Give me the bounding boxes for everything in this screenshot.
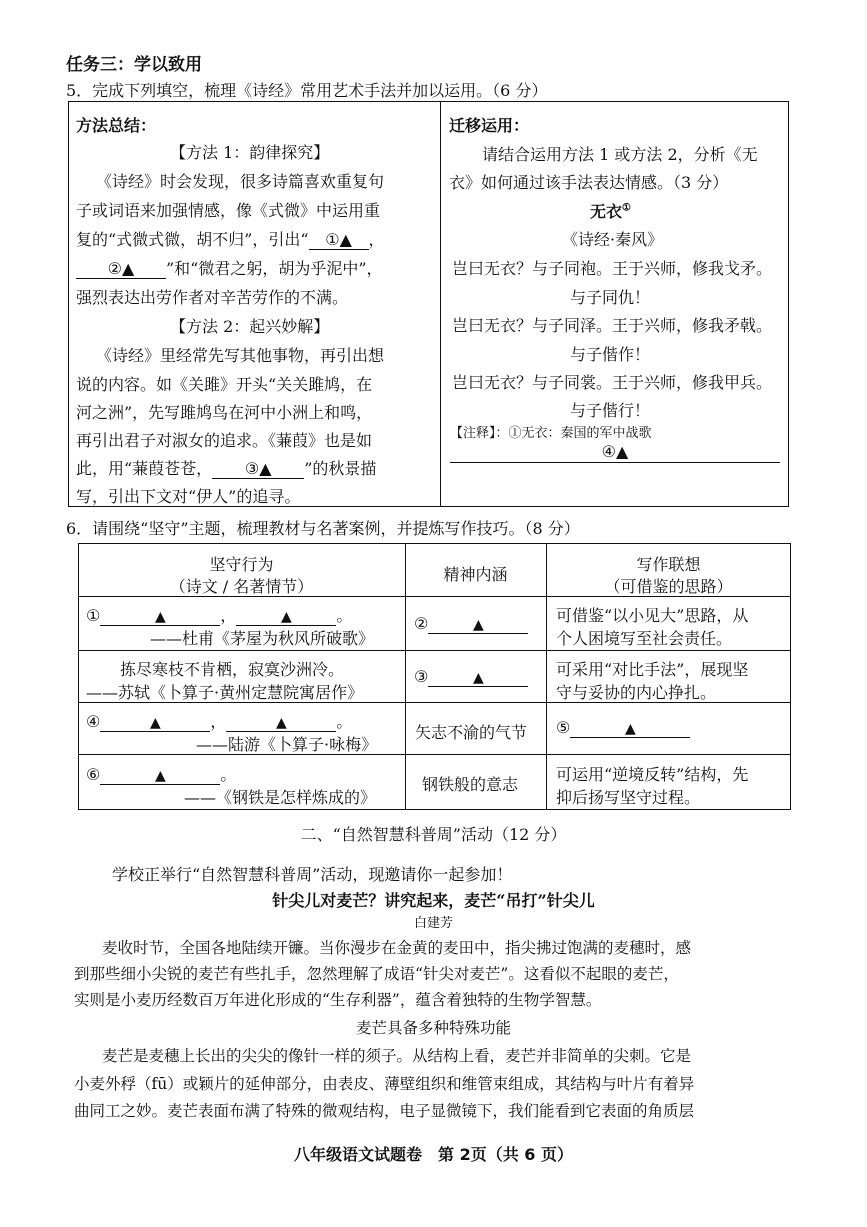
- blank-row3-a[interactable]: ▲: [100, 715, 210, 732]
- transfer-line: 请结合运用方法 1 或方法 2，分析《无: [482, 145, 758, 164]
- method2-line: 说的内容。如《关雎》开头“关关雎鸠，在: [76, 375, 373, 394]
- row-divider: [78, 650, 791, 651]
- poem-line: 岂曰无衣？与子同袍。王于兴师，修我戈矛。: [452, 259, 773, 278]
- poem-line: 岂曰无衣？与子同裳。王于兴师，修我甲兵。: [452, 373, 773, 392]
- header-behavior-sub: （诗文 / 名著情节）: [169, 577, 314, 596]
- blank-5[interactable]: ▲: [570, 721, 690, 738]
- row1-writing-line: 可借鉴“以小见大”思路，从: [556, 606, 749, 625]
- method1-line3: [76, 227, 385, 250]
- paragraph-line: 曲同工之妙。麦芒表面布满了特殊的微观结构，电子显微镜下，我们能看到它表面的角质层: [74, 1102, 695, 1120]
- row2-writing-line: 可采用“对比手法”，展现坚: [556, 660, 749, 679]
- row2-source: ——苏轼《卜算子·黄州定慧院寓居作》: [86, 683, 364, 702]
- table-row-1-cell1: ① ▲ ， ▲ 。: [86, 606, 353, 625]
- header-writing-sub: （可借鉴的思路）: [604, 577, 733, 596]
- note-ref: ①: [622, 202, 631, 214]
- method1-line: 子或词语来加强情感，像《式微》中运用重: [76, 201, 381, 220]
- row2-writing-line: 守与妥协的内心挣扎。: [556, 683, 717, 702]
- q6-stem: 6．请围绕“坚守”主题，梳理教材与名著案例，并提炼写作技巧。（8 分）: [66, 519, 580, 538]
- blank-1[interactable]: ①▲: [309, 230, 369, 250]
- poem-line: 岂曰无衣？与子同泽。王于兴师，修我矛戟。: [452, 316, 773, 335]
- row4-spirit: 钢铁般的意志: [422, 775, 519, 794]
- poem-note: 【注释】：①无衣：秦国的军中战歌: [450, 426, 652, 441]
- blank-row1-a[interactable]: ▲: [100, 609, 220, 626]
- blank-2[interactable]: ②▲: [76, 259, 166, 279]
- method2-line: 写，引出下文对“伊人”的追寻。: [76, 487, 301, 506]
- blank-3[interactable]: ③▲: [212, 459, 304, 479]
- poem-title: 无衣①: [590, 202, 631, 221]
- method1-line: 强烈表达出劳作者对辛苦劳作的不满。: [76, 288, 349, 307]
- method1-text: 复的“式微式微，胡不归”，引出“: [76, 230, 309, 249]
- transfer-line: 衣》如何通过该手法表达情感。（3 分）: [449, 173, 729, 192]
- section2-title: 二、“自然智慧科普周”活动（12 分）: [300, 825, 567, 844]
- row-divider: [78, 754, 791, 755]
- row4-writing-line: 抑后扬写坚守过程。: [556, 788, 701, 807]
- transfer-heading: 迁移运用：: [449, 116, 530, 135]
- blank-row3-b[interactable]: ▲: [226, 715, 336, 732]
- article-title: 针尖儿对麦芒？讲究起来，麦芒“吊打”针尖儿: [272, 891, 595, 910]
- row2-verse: 拣尽寒枝不肯栖，寂寞沙洲冷。: [120, 660, 345, 679]
- poem-line: 与子偕行！: [570, 401, 651, 420]
- paragraph-line: 实则是小麦历经数百万年进化形成的“生存利器”，蕴含着独特的生物学智慧。: [74, 991, 602, 1009]
- method2-text: ”的秋景描: [304, 459, 377, 478]
- paragraph-line: 麦芒是麦穗上长出的尖尖的像针一样的须子。从结构上看，麦芒并非简单的尖刺。它是: [102, 1047, 692, 1065]
- poem-line: 与子同仇！: [570, 288, 651, 307]
- table-row-1-cell2: ② ▲: [414, 614, 528, 634]
- method-summary-heading: 方法总结：: [76, 116, 157, 135]
- table-row-2-cell2: ③ ▲: [414, 667, 528, 687]
- method2-line: 再引出君子对淑女的追求。《蒹葭》也是如: [76, 431, 373, 450]
- blank-6[interactable]: ▲: [100, 768, 220, 785]
- header-writing: 写作联想: [636, 555, 701, 574]
- subheading: 麦芒具备多种特殊功能: [355, 1019, 511, 1037]
- method2-line: 河之洲”，先写雎鸠鸟在河中小洲上和鸣，: [76, 403, 373, 422]
- row1-writing-line: 个人困境写至社会责任。: [556, 629, 733, 648]
- method1-text: ”和“微君之躬，胡为乎泥中”，: [166, 259, 383, 278]
- section2-intro: 学校正举行“自然智慧科普周”活动，现邀请你一起参加！: [112, 865, 513, 884]
- paragraph-line: 麦收时节，全国各地陆续开镰。当你漫步在金黄的麦田中，指尖拂过饱满的麦穗时，感: [102, 939, 692, 957]
- row3-spirit: 矢志不渝的气节: [415, 723, 528, 742]
- row1-source: ——杜甫《茅屋为秋风所破歌》: [150, 629, 375, 648]
- row4-source: ——《钢铁是怎样炼成的》: [184, 788, 377, 807]
- q5-stem: 5．完成下列填空，梳理《诗经》常用艺术手法并加以运用。（6 分）: [66, 81, 548, 100]
- paragraph-line: 小麦外稃（fū）或颖片的延伸部分，由表皮、薄壁组织和维管束组成，其结构与叶片有着异: [74, 1075, 695, 1093]
- blank-4[interactable]: ④▲: [450, 442, 780, 463]
- blank-2-spirit[interactable]: ▲: [428, 617, 528, 634]
- page-footer: 八年级语文试题卷 第 2页（共 6 页）: [294, 1145, 573, 1164]
- row4-writing-line: 可运用“逆境反转”结构，先: [556, 765, 749, 784]
- method2-line5: [76, 456, 376, 479]
- poem-author: 《诗经·秦风》: [562, 230, 664, 249]
- article-author: 白建芳: [413, 916, 453, 931]
- blank-row1-b[interactable]: ▲: [236, 609, 336, 626]
- table-row-3-cell3: ⑤ ▲: [556, 718, 690, 738]
- method2-text: 此，用“蒹葭苍苍，: [76, 459, 213, 478]
- method1-line4: [76, 256, 383, 279]
- header-spirit: 精神内涵: [443, 565, 508, 584]
- task-title: 任务三：学以致用: [66, 55, 202, 75]
- blank-3-spirit[interactable]: ▲: [428, 670, 528, 687]
- method1-title: 【方法 1：韵律探究】: [170, 143, 330, 162]
- method2-title: 【方法 2：起兴妙解】: [170, 317, 330, 336]
- paragraph-line: 到那些细小尖锐的麦芒有些扎手，忽然理解了成语“针尖对麦芒”。这看似不起眼的麦芒，: [74, 965, 679, 983]
- poem-line: 与子偕作！: [570, 345, 651, 364]
- row3-source: ——陆游《卜算子·咏梅》: [196, 735, 378, 754]
- table-row-4-cell1: ⑥ ▲ 。: [86, 765, 237, 784]
- method2-line: 《诗经》里经常先写其他事物，再引出想: [96, 346, 385, 365]
- comma: ，: [368, 230, 385, 249]
- table-row-3-cell1: ④ ▲ ， ▲ 。: [86, 712, 353, 731]
- q5-divider: [440, 101, 441, 507]
- header-behavior: 坚守行为: [209, 555, 274, 574]
- method1-line: 《诗经》时会发现，很多诗篇喜欢重复句: [96, 172, 385, 191]
